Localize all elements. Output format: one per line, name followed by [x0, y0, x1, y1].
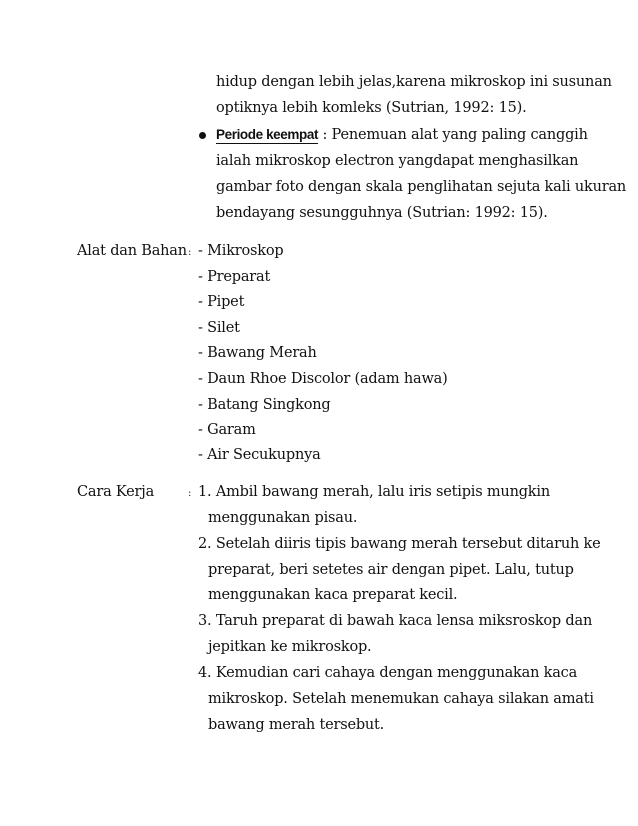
alat-item-3: - Pipet: [198, 294, 245, 310]
periode-keempat-line-2: gambar foto dengan skala penglihatan sejuta kali ukuran: [216, 179, 627, 195]
alat-item-4: - Silet: [198, 320, 240, 336]
cara-kerja-label: Cara Kerja: [77, 484, 155, 500]
alat-item-5: - Bawang Merah: [198, 345, 317, 361]
alat-item-6: - Daun Rhoe Discolor (adam hawa): [198, 371, 448, 387]
step-2-line-3: menggunakan kaca preparat kecil.: [208, 587, 458, 603]
bullet-icon: [199, 132, 206, 139]
intro-line-1: hidup dengan lebih jelas,karena mikroskop ini susunan: [216, 74, 612, 90]
periode-keempat-line-1: ialah mikroskop electron yangdapat menghasilkan: [216, 153, 579, 169]
step-3-line-1: 3. Taruh preparat di bawah kaca lensa miksroskop dan: [198, 613, 593, 629]
periode-keempat-term: Periode keempat: [216, 127, 319, 142]
step-4-line-2: mikroskop. Setelah menemukan cahaya silakan amati: [208, 691, 594, 707]
step-3-line-2: jepitkan ke mikroskop.: [208, 639, 372, 655]
alat-item-7: - Batang Singkong: [198, 397, 331, 413]
step-2-line-1: 2. Setelah diiris tipis bawang merah tersebut ditaruh ke: [198, 536, 601, 552]
alat-bahan-label: Alat dan Bahan: [77, 243, 187, 259]
cara-kerja-colon: :: [188, 488, 192, 499]
periode-keempat-line-3: bendayang sesungguhnya (Sutrian: 1992: 15).: [216, 205, 548, 221]
alat-item-9: - Air Secukupnya: [198, 447, 321, 463]
alat-item-2: - Preparat: [198, 269, 271, 285]
alat-bahan-colon: :: [188, 247, 192, 258]
periode-keempat-heading: [216, 126, 588, 144]
step-1-line-2: menggunakan pisau.: [208, 510, 358, 526]
step-4-line-3: bawang merah tersebut.: [208, 717, 385, 733]
periode-keempat-rest: : Penemuan alat yang paling canggih: [318, 127, 588, 143]
alat-item-8: - Garam: [198, 422, 256, 438]
step-2-line-2: preparat, beri setetes air dengan pipet. Lalu, tutup: [208, 562, 574, 578]
intro-line-2: optiknya lebih komleks (Sutrian, 1992: 15).: [216, 100, 527, 116]
step-4-line-1: 4. Kemudian cari cahaya dengan menggunakan kaca: [198, 665, 578, 681]
step-1-line-1: 1. Ambil bawang merah, lalu iris setipis mungkin: [198, 484, 550, 500]
alat-item-1: - Mikroskop: [198, 243, 284, 259]
